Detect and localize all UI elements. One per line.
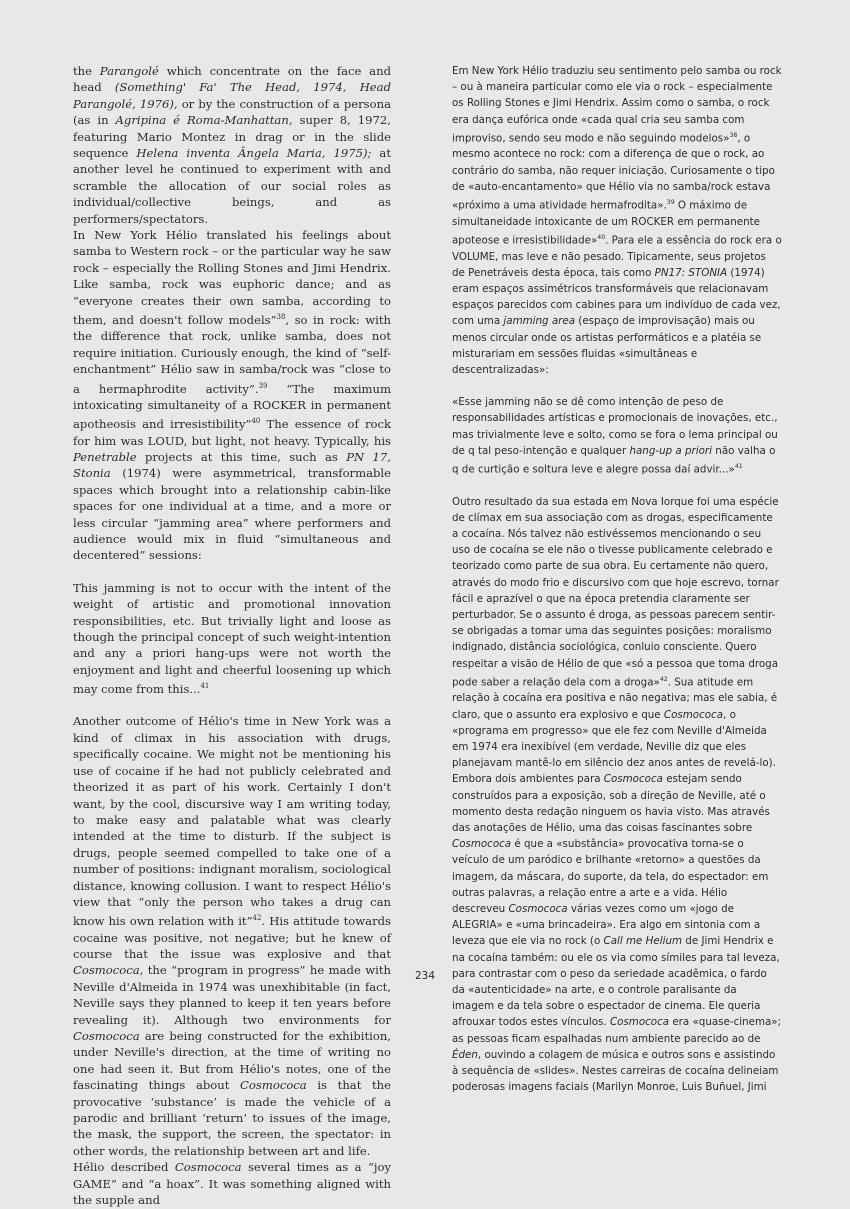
italic-text: Cosmococa [609, 1016, 670, 1029]
italic-text: jamming area [503, 315, 576, 328]
english-paragraph-3: Another outcome of Hélio's time in New York was a kind of climax in his association with drugs, specifically cocaine. We might not be mentioning his use of cocaine if he had not publicly celebrated and theorized it as part of his work. Certainly I don't want, by the cool, discursive way I am writing today, to make easy and palatable what was clearly intended at the time to disturb. If the subject is drugs, people seemed compelled to take one of a number of positions: indignant moralism, sociological distance, knowing collusion. I want to respect Hélio's view that “only the person who takes a drug can know his own relation with it”$^{42}$. His attitude towards cocaine was positive, not negative; but he knew of course that the issue was explosive and that Cosmococa, the “program in progress” he made with Neville d'Almeida in 1974 was unexhibitable (in fact, Neville says they planned to keep it ten years before revealing it). Although two environments for Cosmococa are being constructed for the exhibition, under Neville's direction, at the time of writing no one had seen it. But from Hélio's notes, one of the fascinating things about Cosmococa is that the provocative ‘substance’ is made the vehicle of a parodic and brilliant ‘return’ to issues of the image, the mask, the support, the screen, the spectator: in other words, the relationship between art and life. [73, 714, 391, 1158]
portuguese-paragraph-1: Em New York Hélio traduziu seu sentimento pelo samba ou rock – ou à maneira particular como ele via o rock – especialmente os Rolling Stones e Jimi Hendrix. Assim como o samba, o rock era dança eufórica onde «cada qual cria seu samba com improviso, sendo seu modo e não seguindo modelos»$^{38}$, o mesmo acontece no rock: com a diferença de que o rock, ao contrário do samba, não requer iniciação. Curiosamente o tipo de «auto-encantamento» que Hélio via no samba/rock estava «próximo a uma atividade hermafrodita».$^{39}$ O máximo de simultaneidade intoxicante de um ROCKER em permanente apoteose e irresistibilidade»$^{40}$. Para ele a essência do rock era o VOLUME, mas leve e não pesado. Tipicamente, seus projetos de Penetráveis desta época, tais como PN17: STONIA (1974) eram espaços assimétricos transformáveis que relacionavam espaços parecidos com cabines para um indivíduo de cada vez, com uma jamming area (espaço de improvisação) mais ou menos circular onde os artistas performáticos e a platéia se misturariam em sessões fluidas «simultâneas e descentralizadas»: [452, 65, 782, 376]
italic-text: Cosmococa [452, 838, 512, 851]
footnote-marker: 39 [258, 381, 268, 390]
italic-text: (Something' Fa' The Head, 1974, Head Parangolé, 1976), [73, 80, 391, 111]
italic-text: PN17: STONIA [654, 266, 728, 279]
italic-text: Helena inventa Ângela Maria, 1975); [136, 146, 372, 161]
english-paragraph-1: the Parangolé which concentrate on the face and head (Something' Fa' The Head, 1974, Head Parangolé, 1976), or by the construction of a persona (as in Agripina é Roma-Manhattan, super 8, 1972, featuring Mario Montez in drag or in the slide sequence Helena inventa Ângela Maria, 1975); at another level he continued to experiment with and scramble the allocation of our social roles as individual/collective beings, and as performers/spectators. [73, 64, 391, 226]
italic-text: hang-up a priori [629, 444, 713, 457]
footnote-marker: 40 [597, 233, 606, 241]
portuguese-block-quote: «Esse jamming não se dê como intenção de peso de responsabilidades artísticas e promocionais de inovações, etc., mas trivialmente leve e solto, como se fora o lema principal ou de q tal peso-intenção e qualquer hang-up a priori não valha o q de curtição e soltura leve e alegre possa daí advir...»$^{41}$ [452, 396, 778, 476]
footnote-marker: 41 [734, 462, 743, 470]
english-paragraph-4: Hélio described Cosmococa several times as a “joy GAME” and “a hoax”. It was something aligned with the supple and [73, 1160, 392, 1208]
italic-text: Parangolé [99, 64, 159, 78]
footnote-marker: 38 [729, 131, 738, 139]
italic-text: Cosmococa [174, 1160, 242, 1175]
italic-text: Cosmococa [603, 773, 663, 786]
italic-text: Cosmococa [73, 963, 140, 978]
italic-text: Cosmococa [663, 708, 724, 721]
portuguese-paragraph-2: Outro resultado da sua estada em Nova Iorque foi uma espécie de clímax em sua associação com as drogas, especificamente a cocaína. Nós talvez não estivéssemos mencionando o seu uso de cocaína se ele não o tivesse publicamente celebrado e teorizado como parte de sua obra. Eu certamente não quero, através do modo frio e discursivo com que hoje escrevo, tornar fácil e aprazível o que na época pretendia claramente ser perturbador. Se o assunto é droga, as pessoas parecem sentir-se obrigadas a tomar uma das seguintes posições: moralismo indignado, distância sociológica, conluio consciente. Quero respeitar a visão de Hélio de que «só a pessoa que toma droga pode saber a relação dela com a droga»$^{42}$. Sua atitude em relação à cocaína era positiva e não negativa; mas ele sabia, é claro, que o assunto era explosivo e que Cosmococa, o «programa em progresso» que ele fez com Neville d'Almeida em 1974 era inexibível (em verdade, Neville diz que eles planejavam mantê-lo em silêncio dez anos antes de revelá-lo). Embora dois ambientes para Cosmococa estejam sendo construídos para a exposição, sob a direção de Neville, até o momento desta redação ninguem os havia visto. Mas através das anotações de Hélio, uma das coisas fascinantes sobre Cosmococa é que a «substância» provocativa torna-se o veículo de um paródico e brilhante «retorno» a questões da imagem, da máscara, do suporte, da tela, do espectador: em outras palavras, a relação entre a arte e a vida. Hélio descreveu Cosmococa várias vezes como um «jogo de ALEGRIA» e «uma brincadeira». Era algo em sintonia com a leveza que ele via no rock (o Call me Helium de Jimi Hendrix e na cocaína também: ou ele os via como símiles para tal leveza, para contrastar com o peso da seriedade acadêmica, o fardo da «autenticidade» na arte, e o controle paralisante da imagem e da tela sobre o espectador de cinema. Ele queria afrouxar todos estes vínculos. Cosmococa era «quase-cinema»; as pessoas ficam espalhadas num ambiente parecido ao de Éden, ouvindo a colagem de música e outros sons e assistindo à sequência de «slides». Nestes carreiras de cocaína delineiam poderosas imagens faciais (Marilyn Monroe, Luis Buñuel, Jimi [452, 495, 782, 1094]
italic-text: Cosmococa [240, 1078, 307, 1093]
footnote-marker: 40 [251, 417, 261, 426]
english-column [73, 63, 391, 1209]
italic-text: Penetrable [73, 449, 137, 464]
italic-text: PN 17, Stonia [73, 449, 391, 481]
italic-text: Call me Helium [603, 935, 683, 948]
italic-text: Cosmococa [508, 903, 568, 916]
english-block-quote: This jamming is not to occur with the intent of the weight of artistic and promotional innovation responsibilities, etc. But trivially light and loose as though the principal concept of such weight-intention and any a priori hang-ups were not worth the enjoyment and light and cheerful loosening up which may come from this...$^{41}$ [73, 580, 391, 697]
footnote-marker: 42 [252, 914, 262, 923]
footnote-marker: 38 [276, 313, 286, 322]
english-paragraph-2: In New York Hélio translated his feelings about samba to Western rock – or the particular way he saw rock – especially the Rolling Stones and Jimi Hendrix. Like samba, rock was euphoric dance; and as “everyone creates their own samba, according to them, and doesn't follow models”$^{38}$, so in rock: with the difference that rock, unlike samba, does not require initiation. Curiously enough, the kind of “self-enchantment” Hélio saw in samba/rock was “close to a hermaphrodite activity”.$^{39}$ “The maximum intoxicating simultaneity of a ROCKER in permanent apotheosis and irresistibility”$^{40}$ The essence of rock for him was LOUD, but light, not heavy. Typically, his Penetrable projects at this time, such as PN 17, Stonia (1974) were asymmetrical, transformable spaces which brought into a relationship cabin-like spaces for one individual at a time, and a more or less circular “jamming area” where performers and audience would mix in fluid “simultaneous and decentered” sessions: [73, 228, 391, 563]
footnote-marker: 39 [666, 199, 675, 207]
portuguese-column [452, 63, 782, 1096]
italic-text: Cosmococa [73, 1029, 140, 1044]
footnote-marker: 41 [200, 682, 210, 691]
footnote-marker: 42 [659, 675, 668, 683]
page-number: 234 [414, 970, 436, 982]
italic-text: Agripina é Roma-Manhattan [115, 113, 289, 128]
italic-text: Éden [452, 1048, 478, 1061]
